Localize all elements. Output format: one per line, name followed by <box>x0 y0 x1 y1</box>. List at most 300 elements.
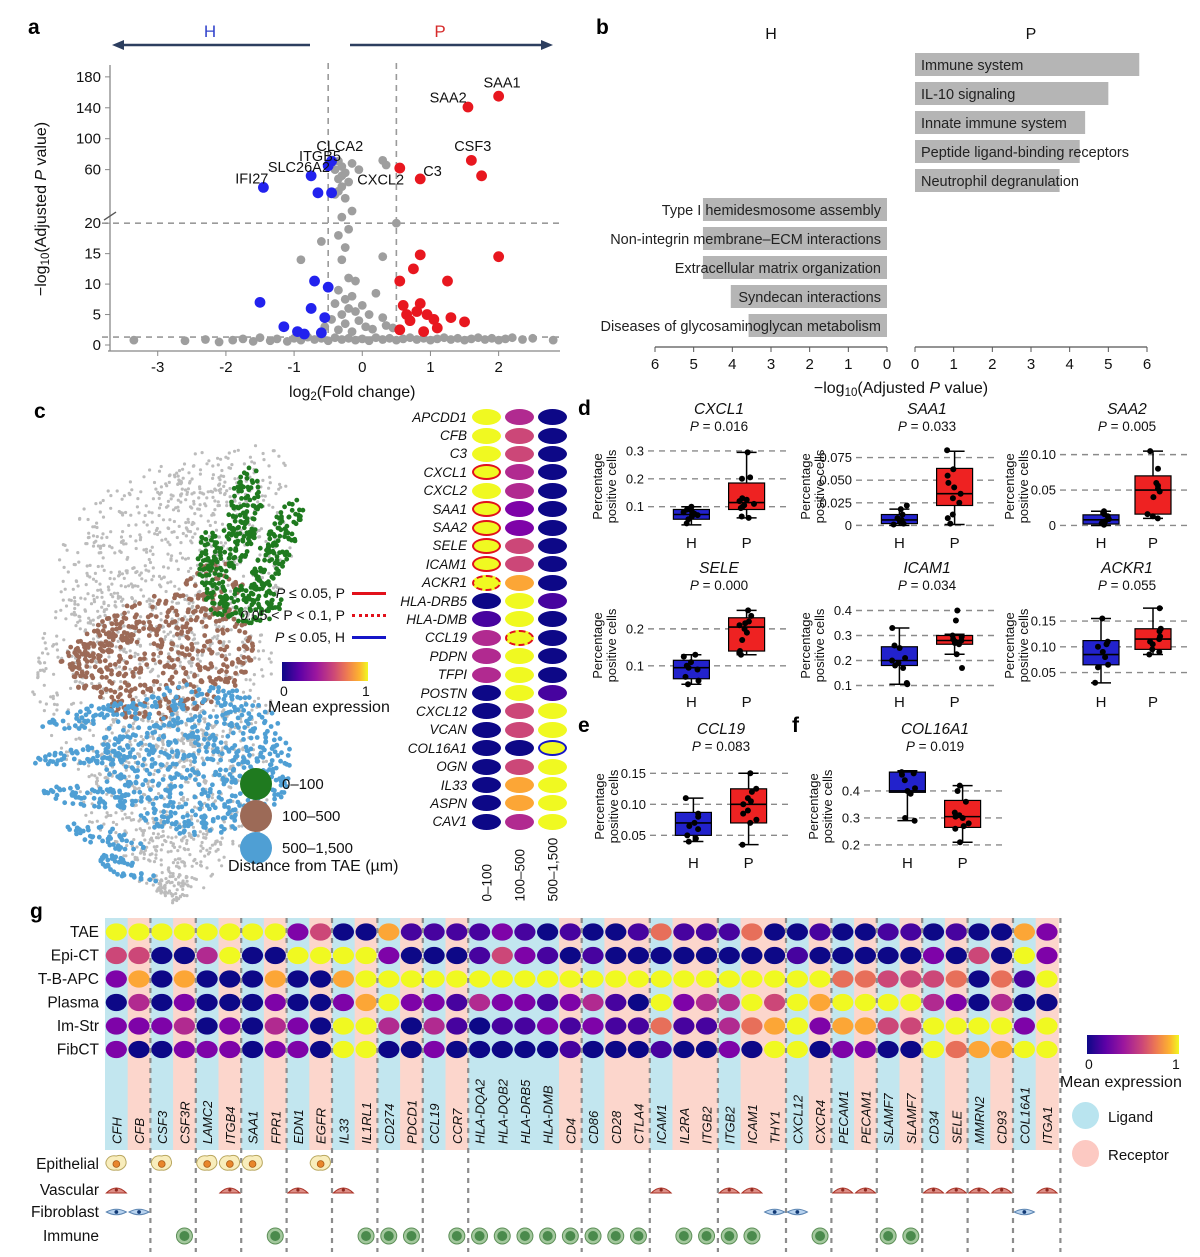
boxplot-ylabel: Percentage <box>592 773 607 840</box>
g-col-cfh: CFH <box>109 1117 125 1144</box>
epithelial-cell-icon <box>197 1155 217 1170</box>
svg-text:140: 140 <box>75 99 101 117</box>
dotplot-row-cav1 <box>385 813 585 831</box>
gene-label: ICAM1 <box>425 556 467 572</box>
legend-item-p-sig: P ≤ 0.05, P <box>195 585 386 601</box>
g-col-il2ra: IL2RA <box>676 1107 692 1144</box>
expression-dot <box>505 611 534 627</box>
boxplot-ylabel: Percentage <box>798 612 813 679</box>
gene-label: VCAN <box>429 722 467 738</box>
g-col-cd28: CD28 <box>608 1110 624 1144</box>
g-col-il33: IL33 <box>336 1118 352 1144</box>
boxplot-title: SAA2 <box>1107 401 1147 418</box>
fibroblast-cell-icon <box>106 1209 126 1215</box>
boxplot-ylabel: Percentage <box>1002 453 1017 520</box>
panel-e-letter: e <box>578 714 590 737</box>
svg-text:2: 2 <box>805 356 814 373</box>
boxplot-ackr1 <box>1000 557 1200 715</box>
expression-dot <box>538 740 567 756</box>
legend-item-p-trend: 0.05 < P < 0.1, P <box>195 607 386 623</box>
dotplot-row-cfb <box>385 426 585 444</box>
dotplot-row-hla-drb5 <box>385 592 585 610</box>
immune-cell-icon <box>699 1228 715 1244</box>
legend-item-h-sig: P ≤ 0.05, H <box>195 629 386 645</box>
vascular-cell-icon <box>969 1188 989 1193</box>
category-label-h: H <box>685 694 697 711</box>
svg-text:15: 15 <box>84 245 101 263</box>
panel-c-dotplot <box>385 408 585 905</box>
category-label-p: P <box>743 855 754 872</box>
fibroblast-cell-icon <box>765 1209 785 1215</box>
g-col-ctla4: CTLA4 <box>631 1103 647 1144</box>
g-col-hla-drb5: HLA-DRB5 <box>517 1079 533 1144</box>
category-label-p: P <box>1147 535 1159 552</box>
boxplot-icam1 <box>796 557 1004 715</box>
dotplot-row-cxcl12 <box>385 702 585 720</box>
expression-dot <box>472 740 501 756</box>
icon-row-label-fibroblast: Fibroblast <box>30 1204 99 1221</box>
category-label-h: H <box>1095 694 1107 711</box>
boxplot-ylabel2: positive cells <box>812 608 827 683</box>
gene-label: APCDD1 <box>412 409 467 425</box>
gene-label: ACKR1 <box>421 575 467 591</box>
boxplot-title: SELE <box>699 560 739 577</box>
p-title: P <box>1025 26 1037 43</box>
svg-text:0.1: 0.1 <box>625 499 644 515</box>
category-label-h: H <box>1095 535 1107 552</box>
svg-text:0.4: 0.4 <box>841 783 860 799</box>
boxplot-ylabel2: positive cells <box>604 449 619 524</box>
p-value: P = 0.000 <box>689 578 749 593</box>
expression-dot <box>505 722 534 738</box>
h-bar-label: Diseases of glycosaminoglycan metabolism <box>600 319 881 335</box>
volcano-plot <box>20 15 580 403</box>
svg-text:0: 0 <box>92 337 101 354</box>
svg-text:5: 5 <box>92 306 101 324</box>
expression-dot <box>472 685 501 701</box>
boxplot-title: CXCL1 <box>694 401 744 418</box>
g-col-pecam1: PECAM1 <box>835 1090 851 1144</box>
expression-dot <box>505 483 534 499</box>
p-bar-label: Peptide ligand-binding receptors <box>921 145 1129 161</box>
dotplot-row-saa2 <box>385 518 585 536</box>
svg-text:0.05: 0.05 <box>1030 482 1056 498</box>
boxplot-title: SAA1 <box>907 401 947 418</box>
gene-label-cxcl2: CXCL2 <box>357 172 405 189</box>
row-label-plasma: Plasma <box>47 994 99 1012</box>
vascular-cell-icon <box>333 1188 353 1193</box>
expression-dot <box>472 520 501 536</box>
vascular-cell-icon <box>106 1188 126 1193</box>
dotplot-row-tfpi <box>385 665 585 683</box>
immune-cell-icon <box>721 1228 737 1244</box>
expression-dot <box>472 464 501 480</box>
expression-dot <box>538 648 567 664</box>
immune-cell-icon <box>903 1228 919 1244</box>
row-label-im-str: Im-Str <box>56 1018 99 1035</box>
expression-dot <box>538 538 567 554</box>
dotplot-row-cxcl2 <box>385 482 585 500</box>
svg-text:0.075: 0.075 <box>819 450 852 466</box>
expression-dot <box>538 722 567 738</box>
svg-text:0.10: 0.10 <box>620 796 646 812</box>
p-bar-label: Neutrophil degranulation <box>921 174 1079 190</box>
gene-label: CFB <box>440 428 467 444</box>
vascular-cell-icon <box>1037 1188 1057 1193</box>
svg-text:0.3: 0.3 <box>841 810 860 826</box>
svg-text:3: 3 <box>766 356 776 373</box>
gene-label-itgb5: ITGB5 <box>299 149 341 166</box>
g-col-slamf7: SLAMF7 <box>903 1093 919 1144</box>
g-col-thy1: THY1 <box>767 1110 783 1144</box>
svg-text:0: 0 <box>358 359 367 376</box>
vascular-cell-icon <box>924 1188 944 1193</box>
gene-label: CAV1 <box>432 814 467 830</box>
svg-text:100: 100 <box>75 130 101 148</box>
g-col-cfb: CFB <box>132 1118 148 1144</box>
g-colorbar-max: 1 <box>1172 1056 1180 1072</box>
gene-label-csf3: CSF3 <box>454 139 492 156</box>
dotplot-column-labels <box>472 835 585 905</box>
expression-dot <box>505 795 534 811</box>
svg-text:0.05: 0.05 <box>620 827 646 843</box>
svg-text:5: 5 <box>689 356 698 373</box>
svg-text:0.025: 0.025 <box>819 495 852 511</box>
green-circle-icon <box>240 768 272 800</box>
expression-dot <box>538 703 567 719</box>
g-col-hla-dqb2: HLA-DQB2 <box>495 1078 511 1144</box>
expression-dot <box>538 428 567 444</box>
svg-text:0.15: 0.15 <box>1030 613 1056 629</box>
ligand-receptor-dotplot <box>25 900 1200 1257</box>
distance-caption: Distance from TAE (µm) <box>228 858 399 875</box>
category-label-p: P <box>949 694 960 711</box>
expression-dot <box>505 446 534 462</box>
immune-cell-icon <box>630 1228 646 1244</box>
category-label-p: P <box>741 535 752 552</box>
boxplot-ylabel2: positive cells <box>1016 608 1031 683</box>
gene-label: CCL19 <box>424 630 467 646</box>
blue-solid-line-icon <box>352 636 386 639</box>
dotplot-row-sele <box>385 537 585 555</box>
expression-dot <box>472 428 501 444</box>
g-col-cd93: CD93 <box>994 1110 1010 1144</box>
category-label-h: H <box>893 694 905 711</box>
svg-text:-3: -3 <box>151 359 165 376</box>
vascular-cell-icon <box>992 1188 1012 1193</box>
gene-label-saa1: SAA1 <box>483 75 521 92</box>
g-col-fpr1: FPR1 <box>268 1110 284 1144</box>
gene-label: OGN <box>436 759 467 775</box>
dotplot-row-il33 <box>385 776 585 794</box>
distance-100-500: 100–500 <box>282 808 341 825</box>
gene-label: SELE <box>432 538 467 554</box>
svg-text:4: 4 <box>728 356 737 373</box>
row-label-tae: TAE <box>70 924 99 941</box>
volcano-ylabel: −log10(Adjusted P value) <box>33 121 52 297</box>
svg-text:0: 0 <box>1048 517 1056 533</box>
boxplot-ylabel2: positive cells <box>604 608 619 683</box>
g-col-saa1: SAA1 <box>245 1110 261 1144</box>
svg-text:0.05: 0.05 <box>1030 665 1056 681</box>
dotplot-row-aspn <box>385 794 585 812</box>
svg-text:1: 1 <box>949 356 958 373</box>
expression-dot <box>472 575 501 591</box>
expression-dot <box>505 630 534 646</box>
expression-dot <box>538 630 567 646</box>
expression-dot <box>472 501 501 517</box>
gene-label-ifi27: IFI27 <box>235 171 269 188</box>
svg-text:0.2: 0.2 <box>833 653 852 668</box>
svg-text:5: 5 <box>1104 356 1113 373</box>
svg-text:180: 180 <box>75 68 101 86</box>
expression-dot <box>505 740 534 756</box>
expression-dot <box>472 538 501 554</box>
gene-label: CXCL2 <box>423 483 467 499</box>
expression-dot <box>472 759 501 775</box>
svg-text:0.10: 0.10 <box>1030 447 1056 463</box>
p-bar-label: IL-10 signaling <box>921 87 1016 103</box>
g-col-csf3r: CSF3R <box>177 1101 193 1144</box>
g-colorbar-min: 0 <box>1085 1056 1093 1072</box>
g-col-icam1: ICAM1 <box>654 1104 670 1144</box>
g-col-itgb2: ITGB2 <box>722 1106 738 1144</box>
h-bar-label: Type I hemidesmosome assembly <box>661 203 881 219</box>
g-col-mmrn2: MMRN2 <box>971 1096 987 1144</box>
panel-a-letter: a <box>28 16 40 39</box>
fibroblast-cell-icon <box>129 1209 149 1215</box>
gene-label: C3 <box>449 446 467 462</box>
expression-dot <box>472 777 501 793</box>
gene-label: COL16A1 <box>407 740 467 756</box>
row-label-t-b-apc: T-B-APC <box>37 971 99 988</box>
immune-cell-icon <box>403 1228 419 1244</box>
expression-dot <box>538 483 567 499</box>
panel-d-letter: d <box>578 397 591 420</box>
expression-dot <box>538 464 567 480</box>
svg-text:60: 60 <box>84 161 101 179</box>
expression-dot <box>538 593 567 609</box>
immune-cell-icon <box>608 1228 624 1244</box>
gene-label: IL33 <box>440 777 467 793</box>
expression-dot <box>472 446 501 462</box>
svg-text:6: 6 <box>650 356 660 373</box>
gene-label: SAA1 <box>432 501 467 517</box>
dotplot-row-c3 <box>385 445 585 463</box>
g-col-hla-dqa2: HLA-DQA2 <box>472 1078 488 1144</box>
distance-500-1500: 500–1,500 <box>282 840 353 857</box>
dotplot-row-postn <box>385 684 585 702</box>
svg-text:-1: -1 <box>287 359 301 376</box>
h-arrow-label: H <box>203 22 217 41</box>
row-label-epi-ct: Epi-CT <box>50 947 99 965</box>
g-col-itgb2: ITGB2 <box>699 1106 715 1144</box>
category-label-p: P <box>741 694 752 711</box>
dotplot-row-ackr1 <box>385 574 585 592</box>
expression-dot <box>505 648 534 664</box>
expression-dot <box>472 814 501 830</box>
category-label-h: H <box>893 535 905 552</box>
icon-row-label-immune: Immune <box>43 1228 99 1245</box>
svg-text:0.4: 0.4 <box>833 603 852 618</box>
category-label-h: H <box>687 855 699 872</box>
dotplot-row-saa1 <box>385 500 585 518</box>
g-col-itgb4: ITGB4 <box>222 1106 238 1144</box>
immune-cell-icon <box>267 1228 283 1244</box>
svg-text:0: 0 <box>844 517 852 533</box>
g-col-icam1: ICAM1 <box>744 1104 760 1144</box>
expression-dot <box>472 648 501 664</box>
expression-dot <box>538 685 567 701</box>
boxplot-cxcl1 <box>588 398 796 556</box>
boxplot-ylabel: Percentage <box>590 612 605 679</box>
svg-text:0.1: 0.1 <box>625 658 644 674</box>
expression-dot <box>505 759 534 775</box>
boxplot-ylabel2: positive cells <box>1016 449 1031 524</box>
expression-dot <box>505 777 534 793</box>
vascular-cell-icon <box>288 1188 308 1193</box>
immune-cell-icon <box>744 1228 760 1244</box>
volcano-xlabel: log2(Fold change) <box>289 384 416 403</box>
expression-dot <box>472 556 501 572</box>
gene-label: ASPN <box>430 795 467 811</box>
svg-text:2: 2 <box>494 359 503 376</box>
vascular-cell-icon <box>833 1188 853 1193</box>
g-col-edn1: EDN1 <box>290 1109 306 1144</box>
boxplot-ylabel2: positive cells <box>812 449 827 524</box>
expression-dot <box>472 409 501 425</box>
g-col-csf3: CSF3 <box>154 1110 170 1144</box>
boxplot-title: CCL19 <box>696 721 746 738</box>
category-label-p: P <box>1147 694 1159 711</box>
svg-text:0.3: 0.3 <box>625 443 644 459</box>
boxplot-saa1 <box>796 398 1004 556</box>
red-solid-line-icon <box>352 592 386 595</box>
gene-label: SAA2 <box>432 520 467 536</box>
gene-label-saa2: SAA2 <box>429 90 467 107</box>
expression-dot <box>505 575 534 591</box>
immune-cell-icon <box>517 1228 533 1244</box>
g-col-cd34: CD34 <box>926 1110 942 1144</box>
g-col-slamf7: SLAMF7 <box>881 1093 897 1144</box>
expression-dot <box>538 814 567 830</box>
g-col-il1rl1: IL1RL1 <box>359 1102 375 1144</box>
mean-expression-colorbar <box>282 662 368 681</box>
pathway-bar-charts <box>590 15 1200 399</box>
epithelial-cell-icon <box>106 1155 126 1170</box>
boxplot-ccl19 <box>590 718 798 880</box>
gene-label: HLA-DMB <box>406 611 467 627</box>
colorbar-min-label: 0 <box>280 683 288 699</box>
svg-text:0: 0 <box>910 356 920 373</box>
boxplot-sele <box>588 557 796 715</box>
h-bar-label: Syndecan interactions <box>738 290 881 306</box>
svg-text:1: 1 <box>844 356 853 373</box>
icon-row-label-epithelial: Epithelial <box>36 1156 99 1173</box>
red-dashed-line-icon <box>352 614 386 617</box>
gene-label: TFPI <box>437 667 467 683</box>
svg-text:-2: -2 <box>219 359 233 376</box>
expression-dot <box>472 795 501 811</box>
svg-text:0.1: 0.1 <box>833 678 852 693</box>
vascular-cell-icon <box>651 1188 671 1193</box>
svg-text:3: 3 <box>1026 356 1036 373</box>
svg-text:0.2: 0.2 <box>841 837 860 853</box>
immune-cell-icon <box>540 1228 556 1244</box>
g-col-sele: SELE <box>949 1110 965 1144</box>
boxplot-col16a1 <box>804 718 1012 880</box>
receptor-circle-icon <box>1072 1140 1099 1167</box>
immune-cell-icon <box>585 1228 601 1244</box>
immune-cell-icon <box>449 1228 465 1244</box>
p-bar-label: Immune system <box>921 58 1024 74</box>
dotplot-row-ccl19 <box>385 629 585 647</box>
g-col-cd4: CD4 <box>563 1117 579 1144</box>
dotplot-row-ogn <box>385 757 585 775</box>
epithelial-cell-icon <box>151 1155 171 1170</box>
expression-dot <box>538 759 567 775</box>
panel-c-letter: c <box>34 400 46 423</box>
ligand-circle-icon <box>1072 1102 1099 1129</box>
p-value: P = 0.033 <box>897 419 957 434</box>
colorbar-title: Mean expression <box>268 699 390 716</box>
boxplot-ylabel2: positive cells <box>606 769 621 844</box>
expression-dot <box>538 409 567 425</box>
svg-text:0.3: 0.3 <box>833 628 852 643</box>
expression-dot <box>538 501 567 517</box>
svg-text:20: 20 <box>84 215 101 233</box>
expression-dot <box>505 703 534 719</box>
expression-dot <box>505 593 534 609</box>
svg-text:0.2: 0.2 <box>625 621 644 637</box>
svg-text:4: 4 <box>1065 356 1074 373</box>
expression-dot <box>472 630 501 646</box>
g-col-col16a1: COL16A1 <box>1017 1086 1033 1144</box>
expression-dot <box>472 593 501 609</box>
g-colorbar-title: Mean expression <box>1060 1074 1182 1091</box>
expression-dot <box>505 464 534 480</box>
expression-dot <box>505 814 534 830</box>
immune-cell-icon <box>381 1228 397 1244</box>
g-col-pecam1: PECAM1 <box>858 1090 874 1144</box>
panel-b-letter: b <box>596 16 609 39</box>
p-value: P = 0.016 <box>689 419 749 434</box>
category-label-p: P <box>949 535 960 552</box>
g-col-cd86: CD86 <box>586 1110 602 1144</box>
bars-xlabel: −log10(Adjusted P value) <box>813 380 989 399</box>
expression-dot <box>538 556 567 572</box>
icon-row-label-vascular: Vascular <box>39 1182 99 1199</box>
vascular-cell-icon <box>220 1188 240 1193</box>
gene-label-clca2: CLCA2 <box>316 139 364 156</box>
dotplot-row-apcdd1 <box>385 408 585 426</box>
boxplot-ylabel2: positive cells <box>820 769 835 844</box>
expression-dot <box>505 685 534 701</box>
expression-dot <box>505 409 534 425</box>
receptor-label: Receptor <box>1108 1147 1169 1164</box>
boxplot-title: COL16A1 <box>900 721 970 738</box>
expression-dot <box>505 556 534 572</box>
expression-dot <box>538 520 567 536</box>
expression-dot <box>472 483 501 499</box>
svg-text:10: 10 <box>84 276 101 294</box>
p-value: P = 0.055 <box>1097 578 1157 593</box>
ligand-label: Ligand <box>1108 1109 1154 1126</box>
expression-dot <box>538 446 567 462</box>
dotplot-row-pdpn <box>385 647 585 665</box>
expression-dot <box>505 538 534 554</box>
boxplot-ylabel: Percentage <box>806 773 821 840</box>
